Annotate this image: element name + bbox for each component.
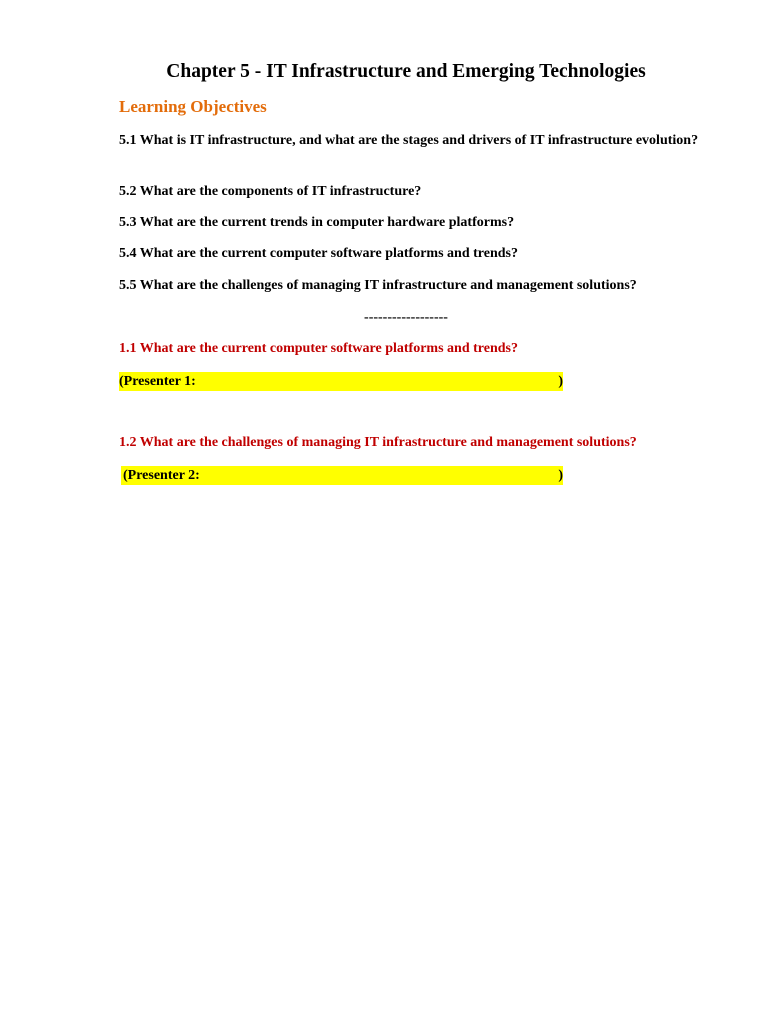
section-question: 1.1 What are the current computer software platforms and trends? [119,341,518,356]
section-separator: ------------------ [364,310,448,325]
objective-item: 5.3 What are the current trends in computer hardware platforms? [119,215,515,230]
presenter-close: ) [558,374,563,389]
presenter-label: (Presenter 1: [119,374,196,389]
presenter-field [119,372,563,391]
objective-item: 5.1 What is IT infrastructure, and what are the stages and drivers of IT infrastructure evolution? [119,133,699,148]
objective-item: 5.4 What are the current computer software platforms and trends? [119,246,518,261]
presenter-label: (Presenter 2: [123,468,200,483]
presenter-field [121,466,563,485]
presenter-close: ) [558,468,563,483]
section-question: 1.2 What are the challenges of managing IT infrastructure and management solutions? [119,435,637,450]
objectives-heading: Learning Objectives [119,97,267,116]
objective-item: 5.2 What are the components of IT infrastructure? [119,184,422,199]
document-title: Chapter 5 - IT Infrastructure and Emerging Technologies [166,61,646,82]
objective-item: 5.5 What are the challenges of managing IT infrastructure and management solutions? [119,278,637,293]
